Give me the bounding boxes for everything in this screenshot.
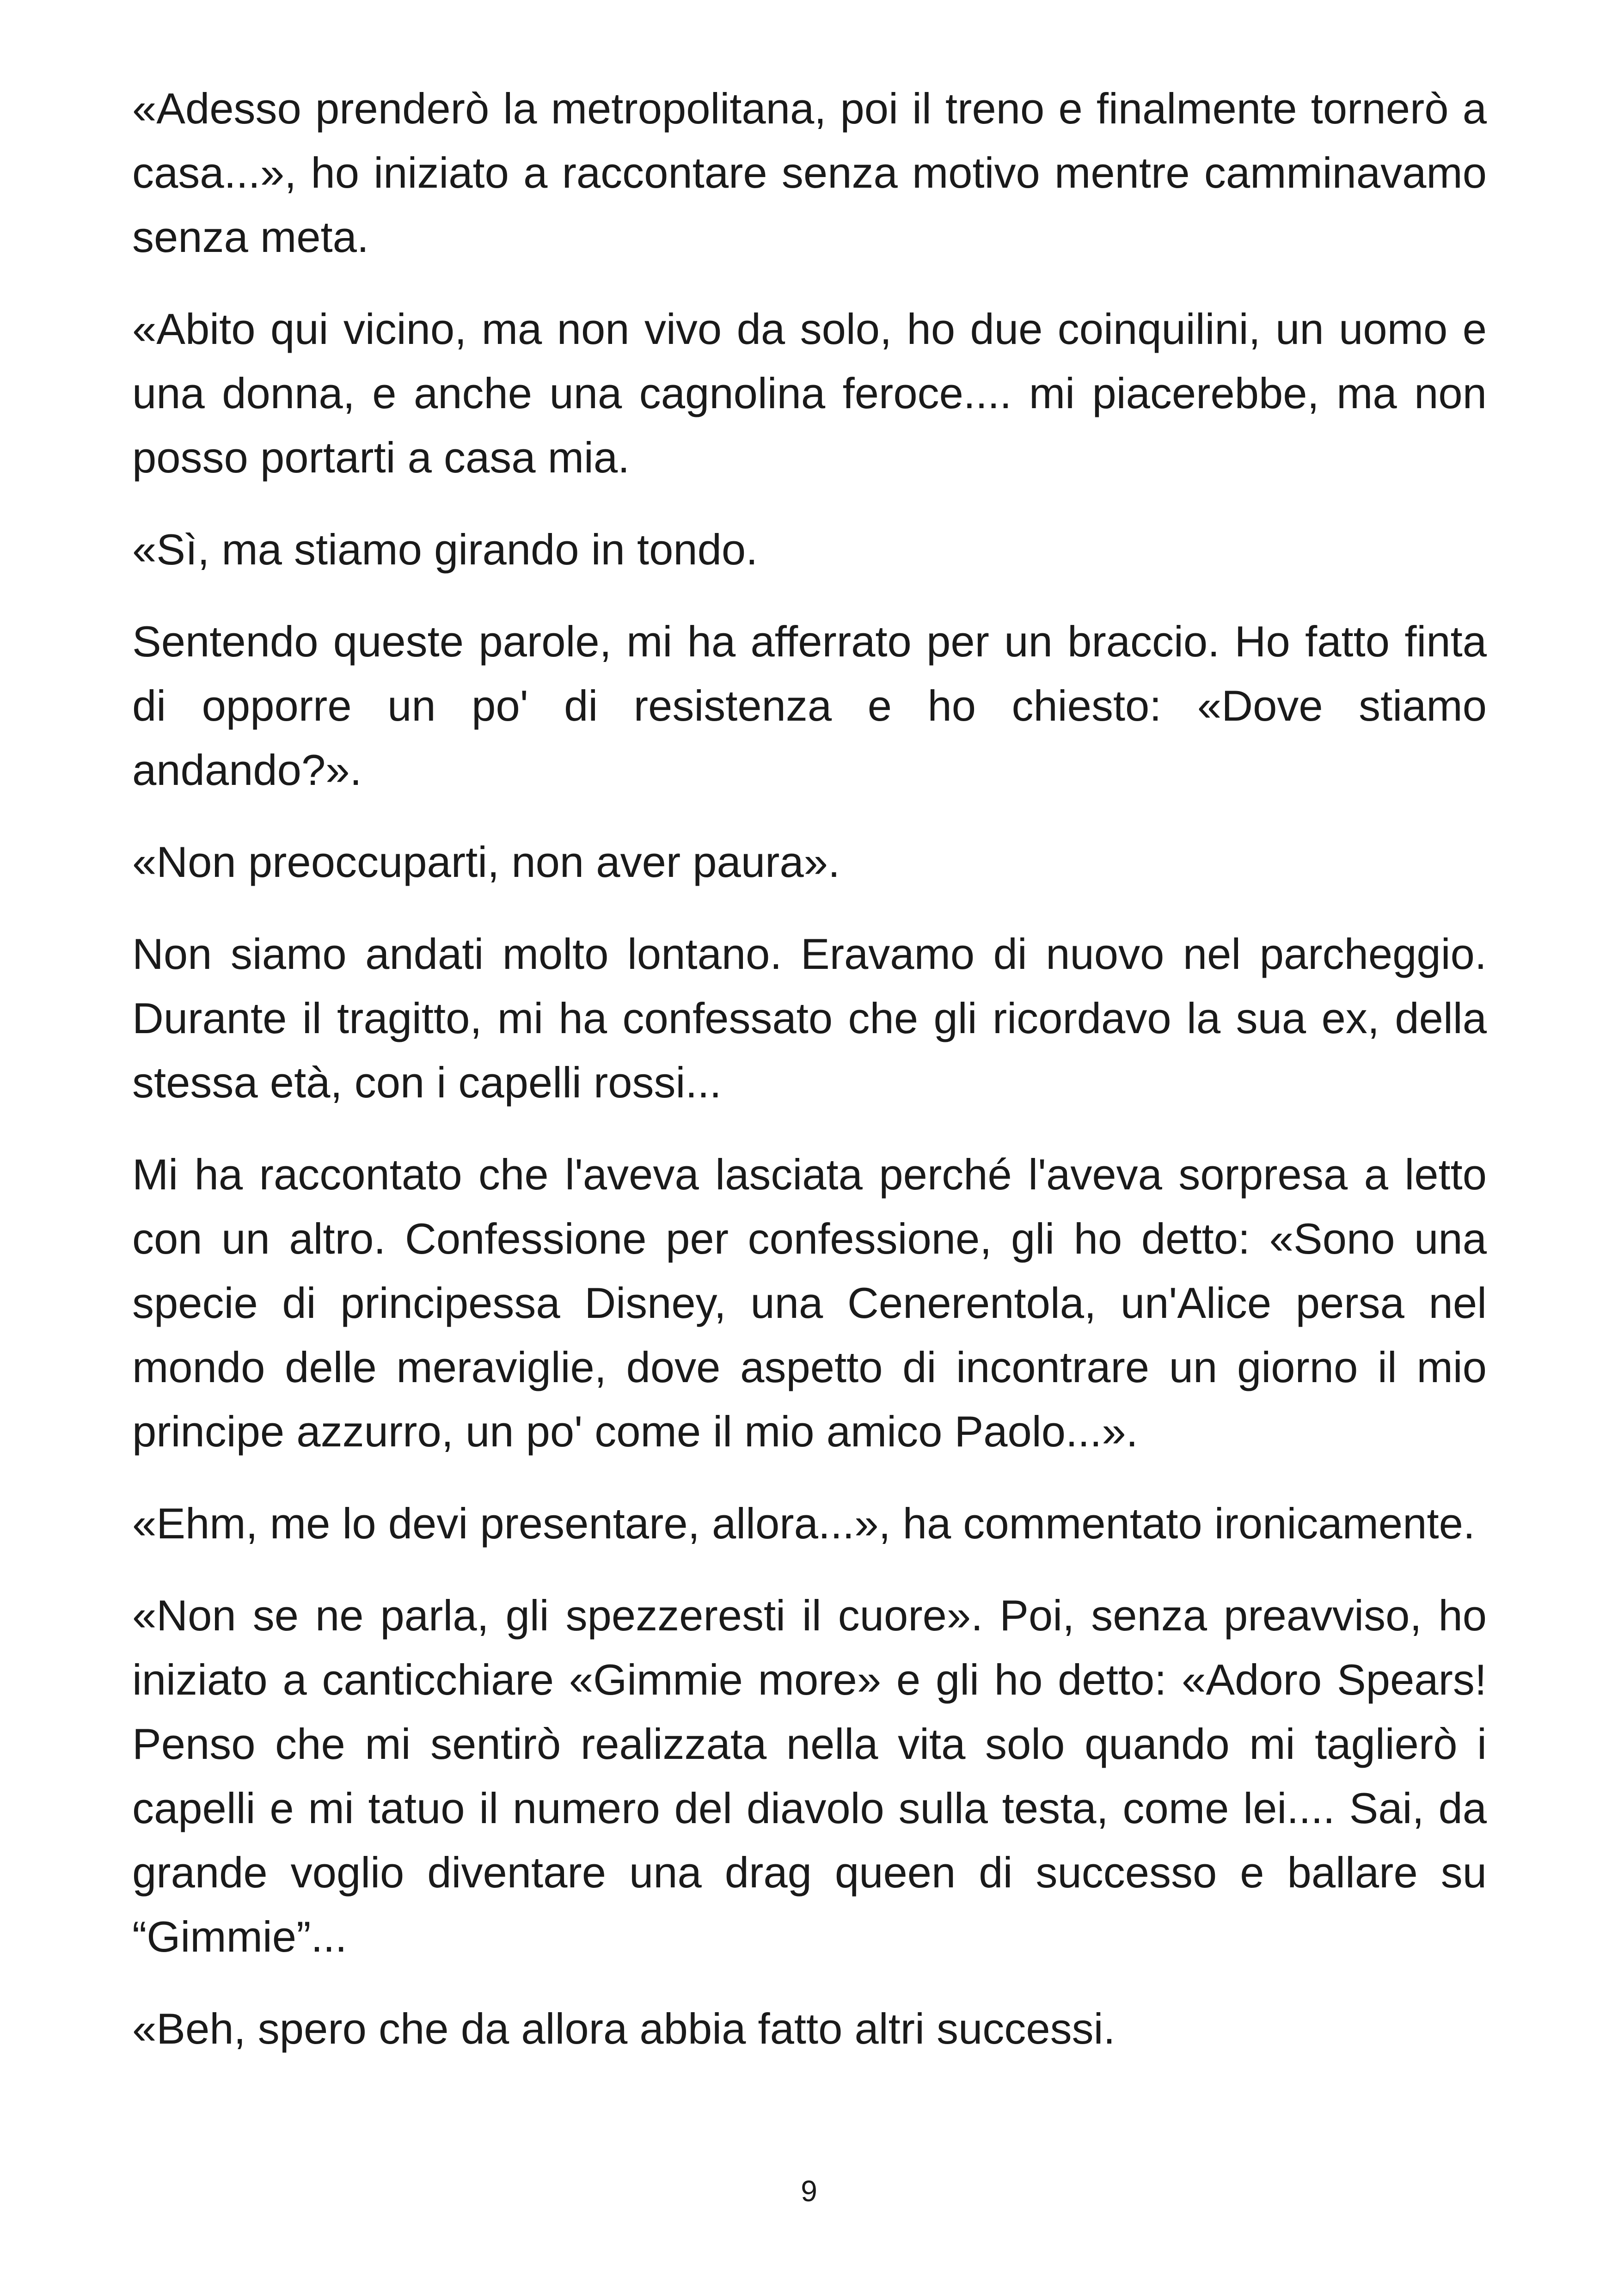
paragraph-4: Sentendo queste parole, mi ha afferrato per un braccio. Ho fatto finta di opporre un po' di resistenza e ho chiesto: «Dove stiamo andando?». — [132, 617, 1487, 794]
paragraph-6: Non siamo andati molto lontano. Eravamo di nuovo nel parcheggio. Durante il tragitto, mi ha confessato che gli ricordavo la sua ex, della stessa età, con i capelli rossi... — [132, 930, 1487, 1107]
paragraph-8: «Ehm, me lo devi presentare, allora...», ha commentato ironicamente. — [132, 1499, 1476, 1548]
paragraph-10: «Beh, spero che da allora abbia fatto altri successi. — [132, 2004, 1115, 2053]
paragraph-3: «Sì, ma stiamo girando in tondo. — [132, 525, 758, 574]
paragraph-7: Mi ha raccontato che l'aveva lasciata perché l'aveva sorpresa a letto con un altro. Confessione per confessione, gli ho detto: «Sono una specie di principessa Disney, una Cenerentola, un'Alice persa nel mondo delle meraviglie, dove aspetto di incontrare un giorno il mio principe azzurro, un po' come il mio amico Paolo...». — [132, 1150, 1487, 1456]
page-number: 9 — [801, 2174, 817, 2208]
paragraph-5: «Non preoccuparti, non aver paura». — [132, 838, 840, 886]
paragraph-2: «Abito qui vicino, ma non vivo da solo, ho due coinquilini, un uomo e una donna, e anche una cagnolina feroce.... mi piacerebbe, ma non posso portarti a casa mia. — [132, 305, 1487, 482]
body-text — [132, 76, 1487, 2061]
paragraph-1: «Adesso prenderò la metropolitana, poi il treno e finalmente tornerò a casa...», ho iniziato a raccontare senza motivo mentre camminavamo senza meta. — [132, 84, 1487, 261]
paragraph-9: «Non se ne parla, gli spezzeresti il cuore». Poi, senza preavviso, ho iniziato a canticchiare «Gimmie more» e gli ho detto: «Adoro Spears! Penso che mi sentirò realizzata nella vita solo quando mi taglierò i capelli e mi tatuo il numero del diavolo sulla testa, come lei.... Sai, da grande voglio diventare una drag queen di successo e ballare su “Gimmie”... — [132, 1591, 1487, 1961]
